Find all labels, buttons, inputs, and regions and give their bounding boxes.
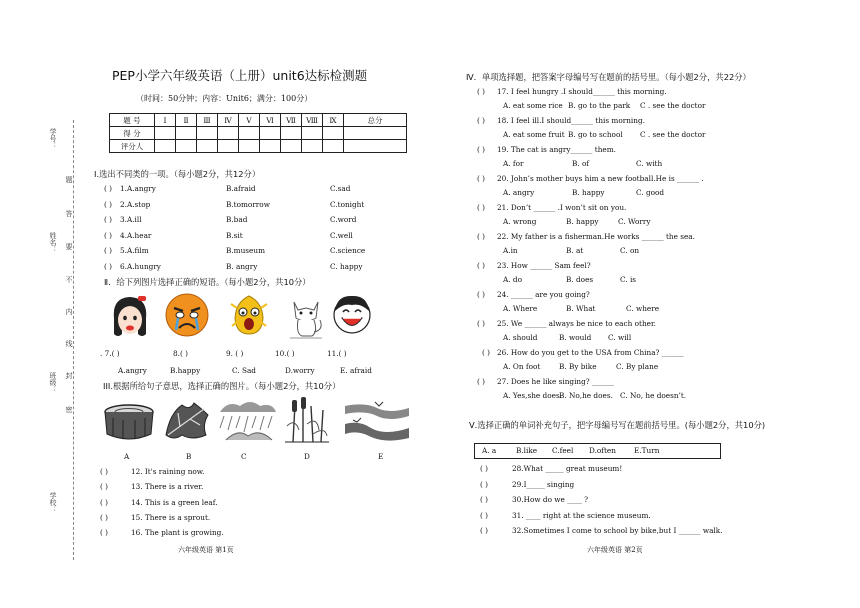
answer-paren[interactable]: ( ) <box>477 203 486 212</box>
answer-paren[interactable]: ( ) <box>100 482 109 492</box>
score-table <box>109 113 407 153</box>
answer-paren[interactable]: ( ) <box>100 497 109 507</box>
section2-blank[interactable]: . 7.( ) <box>100 349 120 358</box>
laughing-face-icon <box>331 293 373 335</box>
answer-paren[interactable]: ( ) <box>104 261 113 271</box>
choice-option: B. at <box>566 246 584 255</box>
stump-icon <box>101 400 157 442</box>
choice-option: B. go to the park <box>568 101 631 110</box>
section2-option: D.worry <box>285 366 315 375</box>
question-text: 27. Does he like singing? ______ <box>497 377 614 386</box>
answer-paren[interactable]: ( ) <box>100 512 109 522</box>
seal-char: 题 <box>65 176 73 183</box>
question-text: 12. It's raining now. <box>131 467 205 476</box>
word-bank-option: D.often <box>589 446 616 455</box>
choice-option: A. eat some rice <box>503 101 563 110</box>
answer-paren[interactable]: ( ) <box>477 319 486 328</box>
section4-title: Ⅳ．单项选择题，把答案字母编号写在题前的括号里。（每小题2分，共22分） <box>466 72 751 82</box>
col-numeral: Ⅱ <box>176 114 197 127</box>
word-bank-option: E.Turn <box>634 446 660 455</box>
answer-paren[interactable]: ( ) <box>477 261 486 270</box>
choice-option: A. On foot <box>503 362 541 371</box>
student-id-label: 学号： <box>49 128 57 149</box>
question-text: 29.I_____ singing <box>512 479 575 489</box>
word-bank-option: A. a <box>482 446 497 455</box>
choice-option: B. By bike <box>559 362 597 371</box>
question-text: 15. There is a sprout. <box>131 512 211 522</box>
section2-blank[interactable]: 10.( ) <box>275 349 295 358</box>
choice-option: C. good <box>636 188 665 197</box>
choice-option: A. should <box>503 333 538 342</box>
answer-paren[interactable]: ( ) <box>477 290 486 299</box>
question-text: 17. I feel hungry .I should______ this morning. <box>497 87 667 96</box>
question-text: 31. ____ right at the science museum. <box>512 510 651 520</box>
question-text: 23. How ______ Sam feel? <box>497 261 591 270</box>
section2-title: Ⅱ．给下列图片选择正确的短语。（每小题2分，共10分） <box>104 277 311 287</box>
question-text: 18. I feel ill.I should______ this morning. <box>497 116 645 125</box>
choice-option: C. is <box>620 275 637 284</box>
seal-char: 密 <box>65 406 73 413</box>
seal-char: 不 <box>65 276 73 283</box>
col-head: 题 号 <box>110 114 155 127</box>
option-c: C.science <box>330 246 366 255</box>
choice-option: C. on <box>620 246 640 255</box>
option-a: 3.A.ill <box>120 215 142 224</box>
col-numeral: Ⅲ <box>197 114 218 127</box>
choice-option: A. Yes,she does. <box>503 391 563 400</box>
answer-paren[interactable]: ( ) <box>104 215 113 224</box>
question-text: 14. This is a green leaf. <box>131 497 218 507</box>
section2-option: B.happy <box>170 366 201 375</box>
footer-left: 六年级英语 第1页 <box>178 546 234 554</box>
plant-icon <box>283 396 331 444</box>
section2-option: E. afraid <box>340 366 372 375</box>
section1-title: Ⅰ.选出不同类的一项。（每小题2分，共12分） <box>94 169 261 179</box>
col-total: 总分 <box>344 114 407 127</box>
section3-letter: B <box>186 452 192 461</box>
answer-paren[interactable]: ( ) <box>477 87 486 96</box>
choice-option: B. would <box>559 333 592 342</box>
answer-paren[interactable]: ( ) <box>100 528 109 538</box>
question-text: 22. My father is a fisherman.He works ______ the sea. <box>497 232 695 241</box>
option-b: B. angry <box>226 261 258 271</box>
choice-option: B. does <box>566 275 594 284</box>
choice-option: A. wrong <box>503 217 537 226</box>
section2-blank[interactable]: 8.( ) <box>173 349 188 358</box>
option-c: C. happy <box>330 261 363 271</box>
choice-option: B. What <box>566 304 596 313</box>
school-label: 学校： <box>49 492 57 513</box>
section2-blank[interactable]: 11.( ) <box>327 349 347 358</box>
section3-letter: A <box>124 452 130 461</box>
col-numeral: Ⅰ <box>155 114 176 127</box>
choice-option: A. eat some fruit <box>503 130 565 139</box>
answer-paren[interactable]: ( ) <box>100 467 109 476</box>
question-text: 25. We ______ always be nice to each other. <box>497 319 656 328</box>
col-numeral: Ⅴ <box>239 114 260 127</box>
choice-option: C . see the doctor <box>640 130 706 139</box>
answer-paren[interactable]: ( ) <box>104 246 113 255</box>
choice-option: C. will <box>608 333 632 342</box>
question-text: 16. The plant is growing. <box>131 528 224 538</box>
question-text: 24. ______ are you going? <box>497 290 590 299</box>
choice-option: B. happy <box>566 217 599 226</box>
choice-option: B. No,he does. <box>559 391 613 400</box>
option-a: 1.A.angry <box>120 184 156 193</box>
page-title: PEP小学六年级英语（上册）unit6达标检测题 <box>112 68 368 83</box>
question-text: 26. How do you get to the USA from China? ______ <box>497 348 684 357</box>
girl-face-icon <box>108 294 152 340</box>
word-bank-option: C.feel <box>552 446 574 455</box>
option-c: C.tonight <box>330 199 365 209</box>
answer-paren[interactable]: ( ) <box>477 116 486 125</box>
question-text: 32.Sometimes I come to school by bike,but I ______ walk. <box>512 526 723 535</box>
question-text: 19. The cat is angry______ them. <box>497 145 616 154</box>
option-b: B.sit <box>226 230 243 240</box>
question-text: 28.What _____ great museum! <box>512 464 623 473</box>
answer-paren[interactable]: ( ) <box>477 377 486 386</box>
answer-paren[interactable]: ( ) <box>104 184 113 193</box>
cat-icon <box>286 294 326 340</box>
section3-letter: E <box>378 452 384 461</box>
choice-option: C. where <box>626 304 660 313</box>
section3-letter: D <box>304 452 310 461</box>
answer-paren[interactable]: ( ) <box>477 232 486 241</box>
option-a: 6.A.hungry <box>120 261 161 271</box>
option-c: C.well <box>330 230 353 240</box>
question-text: 21. Don’t ______ .I won’t sit on you. <box>497 203 627 212</box>
choice-option: A.in <box>503 246 518 255</box>
col-numeral: Ⅳ <box>218 114 239 127</box>
seal-char: 封 <box>65 372 73 379</box>
river-icon <box>345 400 409 442</box>
section2-option: A.angry <box>118 366 147 375</box>
section3-letter: C <box>241 452 247 461</box>
page-subtitle: （时间：50分钟；内容：Unit6；满分：100分） <box>136 94 313 103</box>
option-c: C.word <box>330 215 357 224</box>
name-label: 姓名： <box>49 232 57 253</box>
section5-title: Ⅴ.选择正确的单词补充句子，把字母编号写在题前括号里。(每小题2分，共10分) <box>469 420 766 430</box>
answer-paren[interactable]: ( ) <box>480 464 489 473</box>
answer-paren[interactable]: ( ) <box>482 348 491 357</box>
option-a: 2.A.stop <box>120 199 151 209</box>
word-bank-option: B.like <box>516 446 538 455</box>
question-text: 13. There is a river. <box>131 482 204 492</box>
seal-char: 要 <box>65 243 73 250</box>
option-a: 4.A.hear <box>120 230 152 240</box>
answer-paren[interactable]: ( ) <box>104 230 113 240</box>
option-a: 5.A.film <box>120 246 149 255</box>
leaf-icon <box>162 399 214 443</box>
answer-paren[interactable]: ( ) <box>477 174 486 183</box>
section2-option: C. Sad <box>232 366 256 375</box>
choice-option: A. for <box>503 159 524 168</box>
seal-char: 内 <box>65 308 73 315</box>
choice-option: B. happy <box>572 188 605 197</box>
choice-option: C. with <box>636 159 663 168</box>
question-text: 20. John’s mother buys him a new football.He is ______ . <box>497 174 704 183</box>
class-label: 班级： <box>49 372 57 393</box>
choice-option: B. of <box>572 159 590 168</box>
crying-face-icon <box>163 292 211 338</box>
option-b: B.afraid <box>226 184 256 193</box>
choice-option: A. Where <box>503 304 538 313</box>
col-numeral: Ⅷ <box>302 114 323 127</box>
answer-paren[interactable]: ( ) <box>480 526 489 535</box>
scared-face-icon <box>228 292 270 338</box>
choice-option: C. No, he doesn’t. <box>620 391 687 400</box>
option-b: B.tomorrow <box>226 199 270 209</box>
seal-char: 线 <box>65 340 73 347</box>
col-numeral: Ⅵ <box>260 114 281 127</box>
option-b: B.bad <box>226 215 248 224</box>
seal-char: 答 <box>65 210 73 217</box>
answer-paren[interactable]: ( ) <box>104 199 113 209</box>
answer-paren[interactable]: ( ) <box>477 145 486 154</box>
choice-option: B. go to school <box>568 130 623 139</box>
section2-blank[interactable]: 9. ( ) <box>226 349 244 358</box>
answer-paren[interactable]: ( ) <box>480 479 489 489</box>
section3-title: III.根据所给句子意思，选择正确的图片。（每小题2分，共10分） <box>103 381 341 391</box>
answer-paren[interactable]: ( ) <box>480 495 489 504</box>
choice-option: A. angry <box>503 188 535 197</box>
row-score: 得 分 <box>110 127 155 140</box>
choice-option: C. By plane <box>616 362 659 371</box>
choice-option: C . see the doctor <box>640 101 706 110</box>
option-b: B.museum <box>226 246 265 255</box>
footer-right: 六年级英语 第2页 <box>587 546 643 554</box>
choice-option: A. do <box>503 275 522 284</box>
col-numeral: Ⅶ <box>281 114 302 127</box>
answer-paren[interactable]: ( ) <box>480 510 489 520</box>
rain-icon <box>218 398 278 444</box>
row-grader: 评分人 <box>110 140 155 153</box>
col-numeral: Ⅸ <box>323 114 344 127</box>
question-text: 30.How do we ____ ? <box>512 495 589 504</box>
choice-option: C. Worry <box>618 217 651 226</box>
option-c: C.sad <box>330 184 351 193</box>
